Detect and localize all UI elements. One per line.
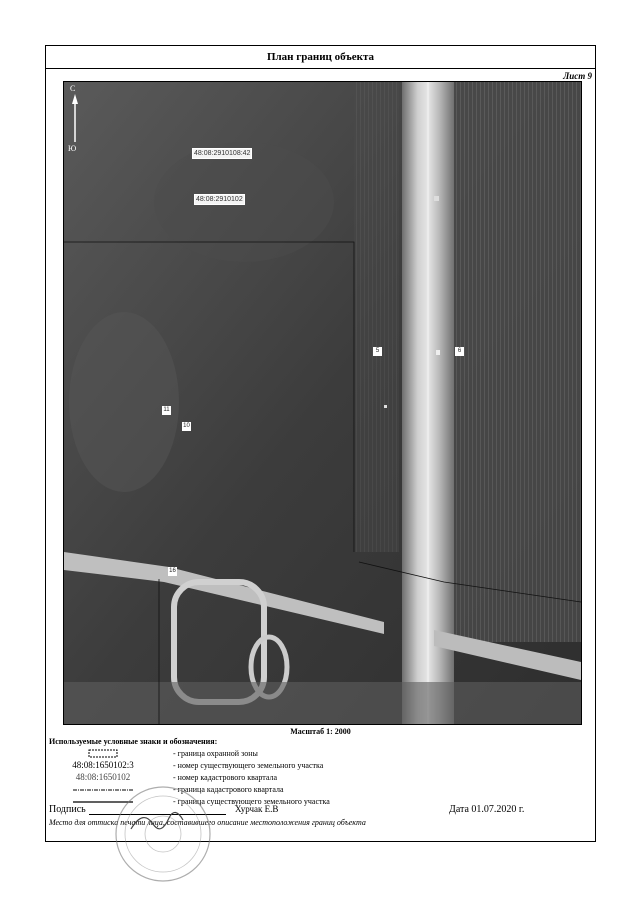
legend-item-text: - граница кадастрового квартала	[173, 785, 284, 794]
legend-item	[46, 772, 595, 783]
north-arrow	[67, 84, 85, 156]
legend-title: Используемые условные знаки и обозначения:	[49, 737, 218, 746]
aerial-imagery	[64, 82, 581, 724]
map-sheet	[45, 45, 596, 842]
point-label: 16	[169, 568, 176, 574]
seal-stamp-icon	[113, 784, 213, 884]
scale-text: Масштаб 1: 2000	[290, 727, 351, 736]
legend-item	[46, 760, 595, 771]
point-label: 6	[455, 347, 464, 356]
point-label: 10	[183, 423, 190, 429]
north-letter: С	[70, 84, 76, 93]
legend-symbol-text: 48:08:1650102	[75, 772, 131, 782]
aerial-map	[63, 81, 582, 725]
parcel-number-label: 48:08:2910108:42	[194, 150, 251, 157]
legend-item-text: - номер кадастрового квартала	[173, 773, 278, 782]
sheet-number: Лист 9	[563, 71, 592, 81]
point-label: 11	[163, 407, 170, 413]
legend-item	[46, 748, 595, 759]
legend-item-text: - номер существующего земельного участка	[173, 761, 324, 770]
signature-label: Подпись	[49, 804, 86, 815]
point-label: 5	[373, 347, 382, 356]
south-letter: Ю	[68, 144, 77, 153]
legend-item-text: - граница охранной зоны	[173, 749, 258, 758]
stamp-note: Место для оттиска печати лица, составившего описание местоположения границ объекта	[49, 818, 366, 827]
legend-symbol-text: 48:08:1650102:3	[72, 760, 134, 770]
hatched-rect-icon	[58, 748, 148, 758]
quarter-number-label: 48:08:2910102	[196, 196, 243, 203]
signer-name: Хурчак Е.В	[235, 804, 279, 814]
legend-item-text: - граница существующего земельного участка	[173, 797, 330, 806]
date-text: Дата 01.07.2020 г.	[449, 804, 525, 815]
page-title: План границ объекта	[46, 46, 595, 69]
